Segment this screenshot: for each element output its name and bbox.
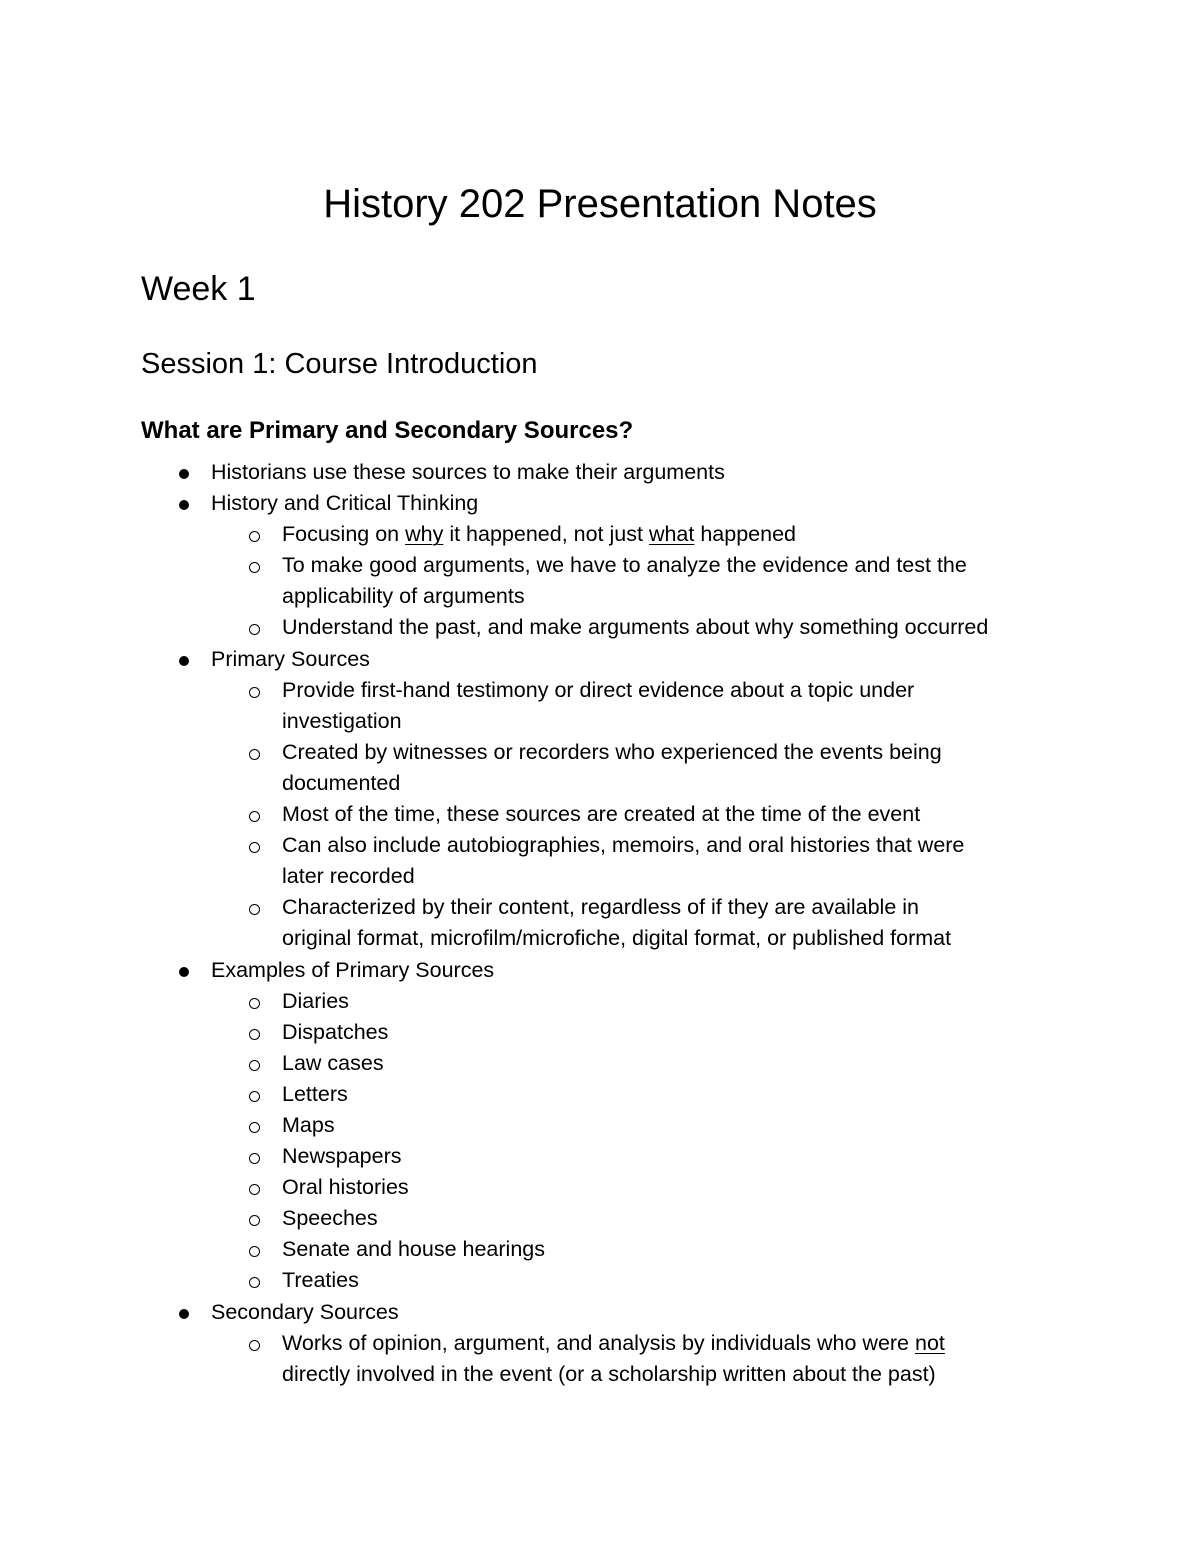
sub-list-item-continuation xyxy=(0,581,1200,612)
sub-list-item-text: Speeches xyxy=(282,1206,378,1231)
sub-list-item-continuation xyxy=(0,1359,1200,1390)
hollow-bullet-icon xyxy=(249,811,260,822)
hollow-bullet-icon xyxy=(249,842,260,853)
week-heading: Week 1 xyxy=(141,270,256,308)
sub-list-item xyxy=(0,1328,1200,1359)
session-heading: Session 1: Course Introduction xyxy=(141,348,538,380)
bullet-list xyxy=(0,457,1200,1390)
sub-list-item xyxy=(0,550,1200,581)
list-item-text: History and Critical Thinking xyxy=(211,491,479,516)
filled-bullet-icon xyxy=(179,656,189,666)
hollow-bullet-icon xyxy=(249,624,260,635)
sub-list-item-text: Created by witnesses or recorders who experienced the events being xyxy=(282,739,942,764)
list-item-text: Primary Sources xyxy=(211,646,370,671)
sub-list-item-text: original format, microfilm/microfiche, digital format, or published format xyxy=(282,926,952,951)
sub-list-item-text: documented xyxy=(282,770,401,795)
filled-bullet-icon xyxy=(179,967,189,977)
underlined-word: not xyxy=(915,1330,945,1355)
document-title: History 202 Presentation Notes xyxy=(323,182,877,226)
hollow-bullet-icon xyxy=(249,687,260,698)
hollow-bullet-icon xyxy=(249,1122,260,1133)
list-item xyxy=(0,488,1200,519)
hollow-bullet-icon xyxy=(249,1215,260,1226)
sub-list-item xyxy=(0,986,1200,1017)
sub-list-item xyxy=(0,1203,1200,1234)
hollow-bullet-icon xyxy=(249,998,260,1009)
sub-list-item xyxy=(0,1172,1200,1203)
sub-list-item xyxy=(0,1048,1200,1079)
hollow-bullet-icon xyxy=(249,1340,260,1351)
list-item xyxy=(0,644,1200,675)
sub-list-item-text: Senate and house hearings xyxy=(282,1237,545,1262)
hollow-bullet-icon xyxy=(249,1153,260,1164)
sub-list-item-text: Dispatches xyxy=(282,1019,389,1044)
sub-list-item-text: applicability of arguments xyxy=(282,584,525,609)
sub-list-item xyxy=(0,519,1200,550)
list-item xyxy=(0,1297,1200,1328)
hollow-bullet-icon xyxy=(249,562,260,573)
sub-list-item-text: Treaties xyxy=(282,1268,359,1293)
sub-list-item-continuation xyxy=(0,923,1200,954)
sub-list-item-text: Focusing on why it happened, not just what happened xyxy=(282,522,796,547)
hollow-bullet-icon xyxy=(249,1277,260,1288)
sub-list-item-continuation xyxy=(0,706,1200,737)
list-item xyxy=(0,457,1200,488)
sub-list-item-text: directly involved in the event (or a scholarship written about the past) xyxy=(282,1361,936,1386)
list-item-text: Secondary Sources xyxy=(211,1299,399,1324)
sub-list-item-text: Works of opinion, argument, and analysis by individuals who were not xyxy=(282,1330,945,1355)
sub-list-item xyxy=(0,675,1200,706)
sub-list-item xyxy=(0,612,1200,643)
sub-list-item xyxy=(0,1110,1200,1141)
sub-list-item-text: Most of the time, these sources are created at the time of the event xyxy=(282,802,921,827)
hollow-bullet-icon xyxy=(249,1246,260,1257)
sub-list-item-text: Maps xyxy=(282,1112,335,1137)
sub-list-item xyxy=(0,1265,1200,1296)
sub-list-item xyxy=(0,1017,1200,1048)
hollow-bullet-icon xyxy=(249,1060,260,1071)
sub-list-item-text: later recorded xyxy=(282,864,415,889)
filled-bullet-icon xyxy=(179,500,189,510)
sub-list-item xyxy=(0,892,1200,923)
hollow-bullet-icon xyxy=(249,904,260,915)
sub-list-item-text: Oral histories xyxy=(282,1175,409,1200)
underlined-word: what xyxy=(648,522,695,547)
sub-list-item-text: Characterized by their content, regardless of if they are available in xyxy=(282,895,919,920)
sub-list-item-text: investigation xyxy=(282,708,402,733)
sub-list-item-text: Understand the past, and make arguments about why something occurred xyxy=(282,615,989,640)
sub-list-item-text: Diaries xyxy=(282,988,349,1013)
sub-list-item-text: Law cases xyxy=(282,1050,384,1075)
hollow-bullet-icon xyxy=(249,1029,260,1040)
filled-bullet-icon xyxy=(179,1309,189,1319)
sub-list-item-text: Can also include autobiographies, memoirs, and oral histories that were xyxy=(282,833,965,858)
sub-list-item xyxy=(0,1234,1200,1265)
sub-list-item-text: Letters xyxy=(282,1081,348,1106)
list-item-text: Historians use these sources to make their arguments xyxy=(211,460,725,484)
sub-list-item xyxy=(0,737,1200,768)
sub-list-item-continuation xyxy=(0,861,1200,892)
sub-list-item xyxy=(0,799,1200,830)
sub-list-item xyxy=(0,830,1200,861)
sub-list-item-text: Provide first-hand testimony or direct evidence about a topic under xyxy=(282,677,915,702)
hollow-bullet-icon xyxy=(249,1184,260,1195)
sub-list-item-text: Newspapers xyxy=(282,1144,402,1169)
hollow-bullet-icon xyxy=(249,749,260,760)
sub-list-item-text: To make good arguments, we have to analyze the evidence and test the xyxy=(282,553,967,578)
section-heading: What are Primary and Secondary Sources? xyxy=(141,417,634,444)
hollow-bullet-icon xyxy=(249,531,260,542)
underlined-word: why xyxy=(405,522,444,547)
hollow-bullet-icon xyxy=(249,1091,260,1102)
list-item-text: Examples of Primary Sources xyxy=(211,957,495,982)
sub-list-item xyxy=(0,1079,1200,1110)
filled-bullet-icon xyxy=(179,469,189,479)
sub-list-item xyxy=(0,1141,1200,1172)
sub-list-item-continuation xyxy=(0,768,1200,799)
list-item xyxy=(0,955,1200,986)
